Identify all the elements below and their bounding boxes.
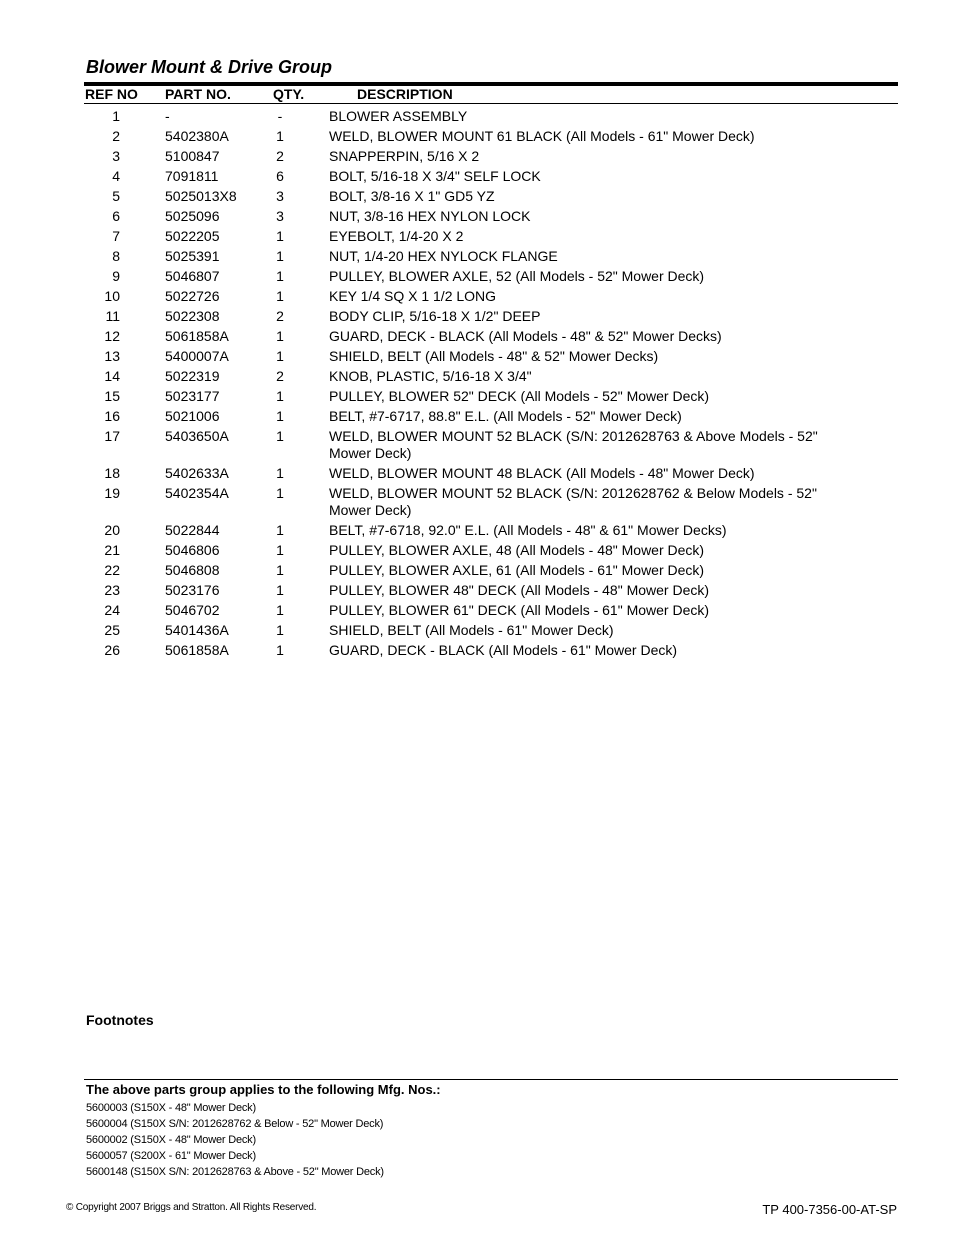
- description-cell: BOLT, 3/8-16 X 1" GD5 YZ: [329, 187, 495, 204]
- table-header: [84, 86, 898, 104]
- qty-cell: 1: [276, 541, 284, 558]
- part-no-cell: -: [165, 107, 170, 124]
- ref-no-cell: 13: [104, 347, 120, 364]
- description-cell: NUT, 1/4-20 HEX NYLOCK FLANGE: [329, 247, 558, 264]
- qty-cell: 1: [276, 641, 284, 658]
- part-no-cell: 5046807: [165, 267, 220, 284]
- qty-cell: 1: [276, 327, 284, 344]
- part-no-cell: 5025096: [165, 207, 220, 224]
- mfg-number-item: 5600003 (S150X - 48" Mower Deck): [86, 1102, 256, 1114]
- table-row: [84, 580, 898, 600]
- table-row: [84, 483, 898, 520]
- part-no-cell: 5061858A: [165, 327, 229, 344]
- footnotes-label: Footnotes: [86, 1012, 154, 1028]
- description-cell: BELT, #7-6717, 88.8" E.L. (All Models - 52" Mower Deck): [329, 407, 682, 424]
- description-cell: SHIELD, BELT (All Models - 48" & 52" Mower Decks): [329, 347, 659, 364]
- qty-cell: 1: [276, 247, 284, 264]
- ref-no-cell: 9: [112, 267, 120, 284]
- qty-cell: 1: [276, 427, 284, 444]
- table-row: [84, 106, 898, 126]
- table-row: [84, 126, 898, 146]
- ref-no-cell: 10: [104, 287, 120, 304]
- qty-cell: 1: [276, 387, 284, 404]
- document-number: TP 400-7356-00-AT-SP: [762, 1202, 897, 1217]
- part-no-cell: 5402354A: [165, 484, 229, 501]
- qty-cell: 2: [276, 307, 284, 324]
- qty-cell: 1: [276, 407, 284, 424]
- part-no-cell: 5400007A: [165, 347, 229, 364]
- part-no-cell: 5403650A: [165, 427, 229, 444]
- table-row: [84, 286, 898, 306]
- ref-no-cell: 19: [104, 484, 120, 501]
- description-cell: WELD, BLOWER MOUNT 52 BLACK (S/N: 2012628762 & Below Models - 52" Mower Deck): [329, 484, 817, 518]
- header-part-no: PART NO.: [165, 86, 231, 102]
- table-row: [84, 560, 898, 580]
- table-row: [84, 640, 898, 660]
- ref-no-cell: 2: [112, 127, 120, 144]
- table-row: [84, 346, 898, 366]
- page-title: Blower Mount & Drive Group: [86, 57, 333, 77]
- ref-no-cell: 11: [105, 307, 120, 324]
- ref-no-cell: 6: [112, 207, 120, 224]
- description-cell: PULLEY, BLOWER 48" DECK (All Models - 48" Mower Deck): [329, 581, 710, 598]
- ref-no-cell: 15: [104, 387, 120, 404]
- table-row: [84, 326, 898, 346]
- description-cell: PULLEY, BLOWER AXLE, 52 (All Models - 52" Mower Deck): [329, 267, 705, 284]
- ref-no-cell: 17: [104, 427, 120, 444]
- table-row: [84, 266, 898, 286]
- description-cell: KNOB, PLASTIC, 5/16-18 X 3/4": [329, 367, 532, 384]
- mfg-number-list: [86, 1100, 384, 1180]
- description-cell: KEY 1/4 SQ X 1 1/2 LONG: [329, 287, 497, 304]
- description-cell: GUARD, DECK - BLACK (All Models - 61" Mower Deck): [329, 641, 678, 658]
- description-cell: GUARD, DECK - BLACK (All Models - 48" & 52" Mower Decks): [329, 327, 722, 344]
- part-no-cell: 5022844: [165, 521, 220, 538]
- qty-cell: 1: [276, 227, 284, 244]
- part-no-cell: 7091811: [165, 167, 219, 184]
- mfg-divider: [84, 1079, 898, 1080]
- qty-cell: 2: [276, 367, 284, 384]
- qty-cell: 3: [276, 207, 284, 224]
- qty-cell: 1: [276, 287, 284, 304]
- ref-no-cell: 20: [104, 521, 120, 538]
- part-no-cell: 5023177: [165, 387, 220, 404]
- table-row: [84, 246, 898, 266]
- qty-cell: 1: [276, 621, 284, 638]
- ref-no-cell: 23: [104, 581, 120, 598]
- table-row: [84, 166, 898, 186]
- description-cell: WELD, BLOWER MOUNT 61 BLACK (All Models - 61" Mower Deck): [329, 127, 755, 144]
- ref-no-cell: 25: [104, 621, 120, 638]
- mfg-number-item: 5600057 (S200X - 61" Mower Deck): [86, 1150, 256, 1162]
- description-cell: WELD, BLOWER MOUNT 48 BLACK (All Models - 48" Mower Deck): [329, 464, 755, 481]
- part-no-cell: 5401436A: [165, 621, 229, 638]
- ref-no-cell: 8: [112, 247, 120, 264]
- qty-cell: 1: [276, 561, 284, 578]
- qty-cell: 1: [276, 601, 284, 618]
- table-row: [84, 206, 898, 226]
- qty-cell: 6: [276, 167, 284, 184]
- description-cell: PULLEY, BLOWER 52" DECK (All Models - 52" Mower Deck): [329, 387, 710, 404]
- ref-no-cell: 1: [112, 107, 120, 124]
- header-description: DESCRIPTION: [357, 86, 453, 102]
- description-cell: SHIELD, BELT (All Models - 61" Mower Deck): [329, 621, 614, 638]
- qty-cell: 2: [276, 147, 284, 164]
- part-no-cell: 5021006: [165, 407, 220, 424]
- part-no-cell: 5025391: [165, 247, 220, 264]
- header-ref-no: REF NO: [85, 86, 138, 102]
- parts-table: [84, 106, 898, 660]
- part-no-cell: 5402380A: [165, 127, 229, 144]
- part-no-cell: 5022726: [165, 287, 220, 304]
- mfg-number-item: 5600004 (S150X S/N: 2012628762 & Below - 52" Mower Deck): [86, 1118, 384, 1130]
- qty-cell: 1: [276, 347, 284, 364]
- table-row: [84, 146, 898, 166]
- part-no-cell: 5046808: [165, 561, 220, 578]
- table-row: [84, 426, 898, 463]
- description-cell: PULLEY, BLOWER AXLE, 61 (All Models - 61" Mower Deck): [329, 561, 705, 578]
- qty-cell: 1: [276, 267, 284, 284]
- part-no-cell: 5025013X8: [165, 187, 237, 204]
- description-cell: SNAPPERPIN, 5/16 X 2: [329, 147, 480, 164]
- part-no-cell: 5061858A: [165, 641, 229, 658]
- description-cell: PULLEY, BLOWER AXLE, 48 (All Models - 48" Mower Deck): [329, 541, 705, 558]
- part-no-cell: 5022319: [165, 367, 220, 384]
- qty-cell: 3: [276, 187, 284, 204]
- ref-no-cell: 12: [104, 327, 120, 344]
- description-cell: NUT, 3/8-16 HEX NYLON LOCK: [329, 207, 531, 224]
- mfg-heading: The above parts group applies to the following Mfg. Nos.:: [86, 1082, 441, 1097]
- table-row: [84, 520, 898, 540]
- mfg-number-item: 5600002 (S150X - 48" Mower Deck): [86, 1134, 256, 1146]
- description-cell: WELD, BLOWER MOUNT 52 BLACK (S/N: 2012628763 & Above Models - 52" Mower Deck): [329, 427, 818, 461]
- ref-no-cell: 5: [112, 187, 120, 204]
- description-cell: EYEBOLT, 1/4-20 X 2: [329, 227, 464, 244]
- ref-no-cell: 16: [104, 407, 120, 424]
- part-no-cell: 5100847: [165, 147, 220, 164]
- qty-cell: 1: [276, 127, 284, 144]
- description-cell: BOLT, 5/16-18 X 3/4" SELF LOCK: [329, 167, 541, 184]
- description-cell: PULLEY, BLOWER 61" DECK (All Models - 61" Mower Deck): [329, 601, 710, 618]
- ref-no-cell: 3: [112, 147, 120, 164]
- qty-cell: 1: [276, 484, 284, 501]
- table-row: [84, 386, 898, 406]
- ref-no-cell: 24: [104, 601, 120, 618]
- table-row: [84, 620, 898, 640]
- qty-cell: -: [277, 107, 283, 124]
- table-row: [84, 306, 898, 326]
- ref-no-cell: 14: [104, 367, 120, 384]
- description-cell: BLOWER ASSEMBLY: [329, 107, 468, 124]
- part-no-cell: 5022308: [165, 307, 220, 324]
- part-no-cell: 5046702: [165, 601, 220, 618]
- table-row: [84, 540, 898, 560]
- qty-cell: 1: [276, 581, 284, 598]
- table-row: [84, 600, 898, 620]
- qty-cell: 1: [276, 464, 284, 481]
- table-row: [84, 463, 898, 483]
- ref-no-cell: 4: [112, 167, 120, 184]
- description-cell: BODY CLIP, 5/16-18 X 1/2" DEEP: [329, 307, 541, 324]
- ref-no-cell: 26: [104, 641, 120, 658]
- table-row: [84, 366, 898, 386]
- part-no-cell: 5402633A: [165, 464, 229, 481]
- qty-cell: 1: [276, 521, 284, 538]
- description-cell: BELT, #7-6718, 92.0" E.L. (All Models - 48" & 61" Mower Decks): [329, 521, 727, 538]
- part-no-cell: 5023176: [165, 581, 220, 598]
- ref-no-cell: 22: [104, 561, 120, 578]
- ref-no-cell: 18: [104, 464, 120, 481]
- part-no-cell: 5022205: [165, 227, 220, 244]
- table-row: [84, 186, 898, 206]
- ref-no-cell: 21: [104, 541, 120, 558]
- table-row: [84, 226, 898, 246]
- ref-no-cell: 7: [112, 227, 120, 244]
- header-qty: QTY.: [273, 86, 305, 102]
- part-no-cell: 5046806: [165, 541, 220, 558]
- mfg-number-item: 5600148 (S150X S/N: 2012628763 & Above - 52" Mower Deck): [86, 1166, 384, 1178]
- table-row: [84, 406, 898, 426]
- copyright-notice: © Copyright 2007 Briggs and Stratton. All Rights Reserved.: [66, 1202, 317, 1213]
